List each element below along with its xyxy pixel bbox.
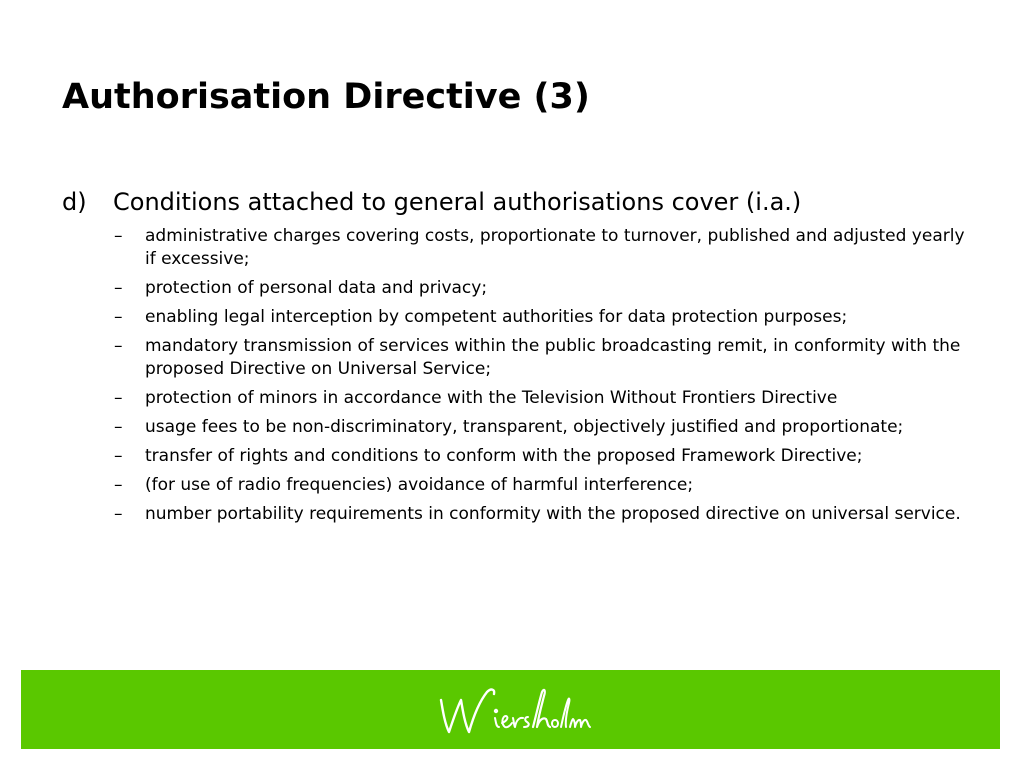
bullet-dash: – xyxy=(114,388,123,408)
bullet-dash: – xyxy=(114,307,123,327)
slide-title: Authorisation Directive (3) xyxy=(62,77,590,117)
bullet-dash: – xyxy=(114,336,123,356)
bullet-text: transfer of rights and conditions to conform with the proposed Framework Directive; xyxy=(145,446,863,466)
bullet-list xyxy=(114,225,974,532)
bullet-dash: – xyxy=(114,475,123,495)
main-point xyxy=(62,186,982,218)
bullet-text: protection of personal data and privacy; xyxy=(145,278,488,298)
bullet-text: protection of minors in accordance with the Television Without Frontiers Directive xyxy=(145,388,838,408)
list-item xyxy=(114,225,974,271)
bullet-text: enabling legal interception by competent authorities for data protection purposes; xyxy=(145,307,848,327)
list-item xyxy=(114,387,974,410)
main-point-marker: d) xyxy=(62,188,87,216)
list-item xyxy=(114,335,974,381)
bullet-dash: – xyxy=(114,504,123,524)
bullet-dash: – xyxy=(114,278,123,298)
bullet-dash: – xyxy=(114,417,123,437)
list-item xyxy=(114,277,974,300)
list-item xyxy=(114,503,974,526)
bullet-text: (for use of radio frequencies) avoidance of harmful interference; xyxy=(145,475,694,495)
bullet-dash: – xyxy=(114,446,123,466)
bullet-text: usage fees to be non-discriminatory, transparent, objectively justified and proportionate; xyxy=(145,417,904,437)
list-item xyxy=(114,416,974,439)
main-point-text: Conditions attached to general authorisations cover (i.a.) xyxy=(113,188,802,216)
list-item xyxy=(114,445,974,468)
bullet-text: administrative charges covering costs, proportionate to turnover, published and adjusted yearly if excessive; xyxy=(145,226,965,269)
bullet-text: mandatory transmission of services within the public broadcasting remit, in conformity with the proposed Directive on Universal Service; xyxy=(145,336,961,379)
wiersholm-logo xyxy=(433,680,593,742)
bullet-text: number portability requirements in conformity with the proposed directive on universal service. xyxy=(145,504,961,524)
list-item xyxy=(114,306,974,329)
list-item xyxy=(114,474,974,497)
bullet-dash: – xyxy=(114,226,123,246)
wiersholm-signature xyxy=(441,690,590,732)
